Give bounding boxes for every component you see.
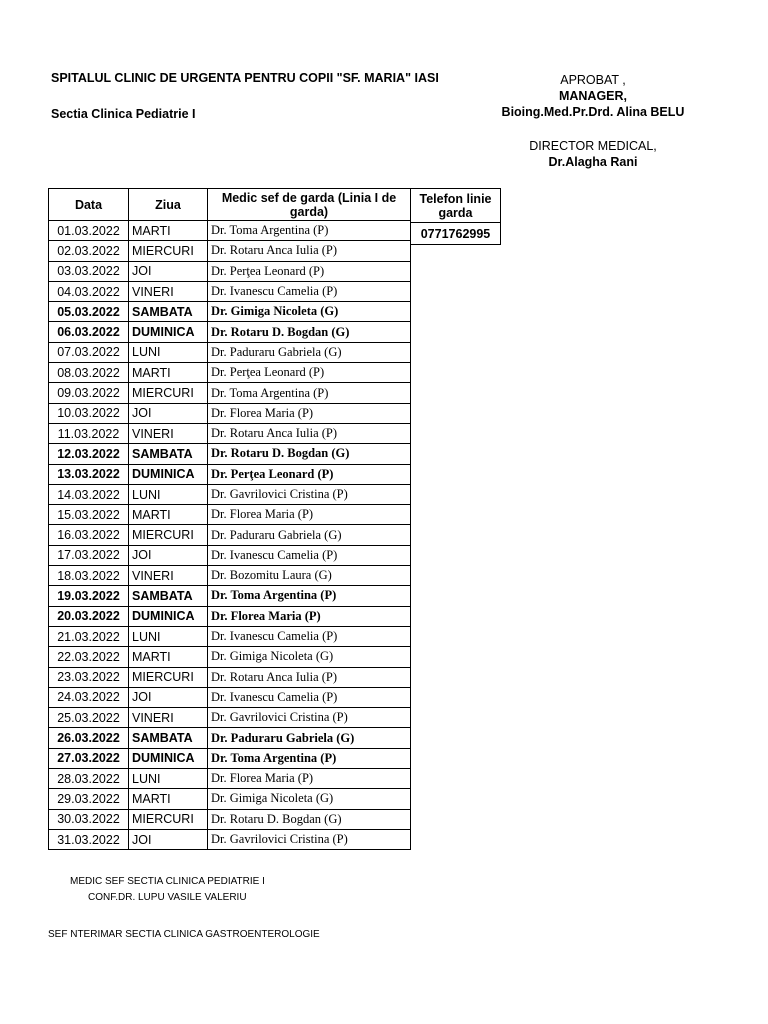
row-day: MIERCURI [129,383,208,403]
duty-schedule-table [48,188,411,850]
row-doctor: Dr. Toma Argentina (P) [208,383,411,403]
row-day: JOI [129,545,208,565]
row-day: MARTI [129,789,208,809]
row-day: MARTI [129,363,208,383]
table-row [49,444,411,464]
row-doctor: Dr. Ivanescu Camelia (P) [208,281,411,301]
table-row [49,687,411,707]
table-row [49,748,411,768]
table-row [49,708,411,728]
row-doctor: Dr. Florea Maria (P) [208,606,411,626]
approval-label: APROBAT , [560,73,626,87]
table-row [49,566,411,586]
row-date: 21.03.2022 [49,626,129,646]
row-doctor: Dr. Paduraru Gabriela (G) [208,525,411,545]
row-doctor: Dr. Rotaru Anca Iulia (P) [208,241,411,261]
table-row [49,423,411,443]
table-row [49,829,411,849]
row-doctor: Dr. Paduraru Gabriela (G) [208,342,411,362]
chief-title: MEDIC SEF SECTIA CLINICA PEDIATRIE I [70,876,265,887]
section-name: Sectia Clinica Pediatrie I [51,107,196,121]
row-doctor: Dr. Gavrilovici Cristina (P) [208,829,411,849]
row-date: 08.03.2022 [49,363,129,383]
row-date: 20.03.2022 [49,606,129,626]
row-date: 28.03.2022 [49,769,129,789]
row-date: 29.03.2022 [49,789,129,809]
row-day: DUMINICA [129,322,208,342]
table-row [49,586,411,606]
table-row [49,789,411,809]
row-day: MARTI [129,647,208,667]
row-day: VINERI [129,281,208,301]
row-day: VINERI [129,566,208,586]
row-day: LUNI [129,342,208,362]
header-phone: Telefon linie garda [411,189,501,223]
row-doctor: Dr. Toma Argentina (P) [208,221,411,241]
row-date: 31.03.2022 [49,829,129,849]
row-date: 01.03.2022 [49,221,129,241]
row-date: 11.03.2022 [49,423,129,443]
row-date: 17.03.2022 [49,545,129,565]
row-doctor: Dr. Paduraru Gabriela (G) [208,728,411,748]
row-date: 27.03.2022 [49,748,129,768]
phone-table [410,188,501,245]
row-day: DUMINICA [129,748,208,768]
table-body [49,221,411,850]
row-date: 07.03.2022 [49,342,129,362]
row-doctor: Dr. Florea Maria (P) [208,505,411,525]
table-header-row [49,189,411,221]
row-day: SAMBATA [129,444,208,464]
table-row [49,769,411,789]
row-day: JOI [129,687,208,707]
table-row [49,302,411,322]
phone-number: 0771762995 [411,223,501,245]
director-name: Dr.Alagha Rani [548,155,638,169]
row-day: DUMINICA [129,606,208,626]
row-day: VINERI [129,423,208,443]
row-day: DUMINICA [129,464,208,484]
row-day: MARTI [129,505,208,525]
row-doctor: Dr. Toma Argentina (P) [208,586,411,606]
row-day: SAMBATA [129,728,208,748]
row-date: 14.03.2022 [49,484,129,504]
row-doctor: Dr. Ivanescu Camelia (P) [208,687,411,707]
row-date: 24.03.2022 [49,687,129,707]
row-day: VINERI [129,708,208,728]
row-doctor: Dr. Perţea Leonard (P) [208,464,411,484]
table-row [49,322,411,342]
row-doctor: Dr. Gimiga Nicoleta (G) [208,302,411,322]
row-doctor: Dr. Perţea Leonard (P) [208,261,411,281]
row-day: JOI [129,829,208,849]
director-title: DIRECTOR MEDICAL, [529,139,657,153]
header-day: Ziua [129,189,208,221]
row-date: 18.03.2022 [49,566,129,586]
row-doctor: Dr. Rotaru Anca Iulia (P) [208,423,411,443]
row-date: 04.03.2022 [49,281,129,301]
row-day: MIERCURI [129,667,208,687]
manager-title: MANAGER, [558,89,628,103]
table-row [49,403,411,423]
table-row [49,383,411,403]
row-day: SAMBATA [129,586,208,606]
row-doctor: Dr. Gavrilovici Cristina (P) [208,708,411,728]
row-doctor: Dr. Perţea Leonard (P) [208,363,411,383]
row-date: 15.03.2022 [49,505,129,525]
table-row [49,626,411,646]
table-row [49,545,411,565]
row-date: 06.03.2022 [49,322,129,342]
table-row [49,281,411,301]
table-row [49,464,411,484]
chief-name: CONF.DR. LUPU VASILE VALERIU [88,892,247,903]
table-row [49,484,411,504]
row-doctor: Dr. Gimiga Nicoleta (G) [208,647,411,667]
row-date: 13.03.2022 [49,464,129,484]
row-day: JOI [129,261,208,281]
row-doctor: Dr. Bozomitu Laura (G) [208,566,411,586]
row-doctor: Dr. Florea Maria (P) [208,403,411,423]
row-date: 16.03.2022 [49,525,129,545]
row-doctor: Dr. Rotaru D. Bogdan (G) [208,444,411,464]
row-day: LUNI [129,484,208,504]
table-row [49,342,411,362]
row-day: MARTI [129,221,208,241]
interim-title: SEF NTERIMAR SECTIA CLINICA GASTROENTEROLOGIE [48,929,320,940]
header-doctor: Medic sef de garda (Linia I de garda) [208,189,411,221]
row-date: 26.03.2022 [49,728,129,748]
row-date: 19.03.2022 [49,586,129,606]
row-day: LUNI [129,769,208,789]
row-day: LUNI [129,626,208,646]
table-row [49,241,411,261]
table-row [49,728,411,748]
table-row [49,647,411,667]
row-date: 25.03.2022 [49,708,129,728]
row-day: SAMBATA [129,302,208,322]
table-row [49,505,411,525]
table-row [49,363,411,383]
row-day: JOI [129,403,208,423]
row-date: 05.03.2022 [49,302,129,322]
table-row [49,221,411,241]
header-date: Data [49,189,129,221]
table-row [49,809,411,829]
table-row [49,667,411,687]
row-day: MIERCURI [129,809,208,829]
row-date: 03.03.2022 [49,261,129,281]
table-row [49,261,411,281]
row-day: MIERCURI [129,241,208,261]
row-date: 02.03.2022 [49,241,129,261]
row-doctor: Dr. Gavrilovici Cristina (P) [208,484,411,504]
row-doctor: Dr. Rotaru Anca Iulia (P) [208,667,411,687]
row-date: 23.03.2022 [49,667,129,687]
row-day: MIERCURI [129,525,208,545]
row-doctor: Dr. Florea Maria (P) [208,769,411,789]
table-row [49,525,411,545]
row-doctor: Dr. Ivanescu Camelia (P) [208,545,411,565]
row-date: 22.03.2022 [49,647,129,667]
row-doctor: Dr. Rotaru D. Bogdan (G) [208,809,411,829]
row-doctor: Dr. Rotaru D. Bogdan (G) [208,322,411,342]
hospital-name: SPITALUL CLINIC DE URGENTA PENTRU COPII "SF. MARIA" IASI [51,71,439,85]
row-doctor: Dr. Gimiga Nicoleta (G) [208,789,411,809]
row-doctor: Dr. Toma Argentina (P) [208,748,411,768]
row-doctor: Dr. Ivanescu Camelia (P) [208,626,411,646]
row-date: 09.03.2022 [49,383,129,403]
manager-name: Bioing.Med.Pr.Drd. Alina BELU [501,105,685,119]
row-date: 10.03.2022 [49,403,129,423]
row-date: 12.03.2022 [49,444,129,464]
table-row [49,606,411,626]
row-date: 30.03.2022 [49,809,129,829]
